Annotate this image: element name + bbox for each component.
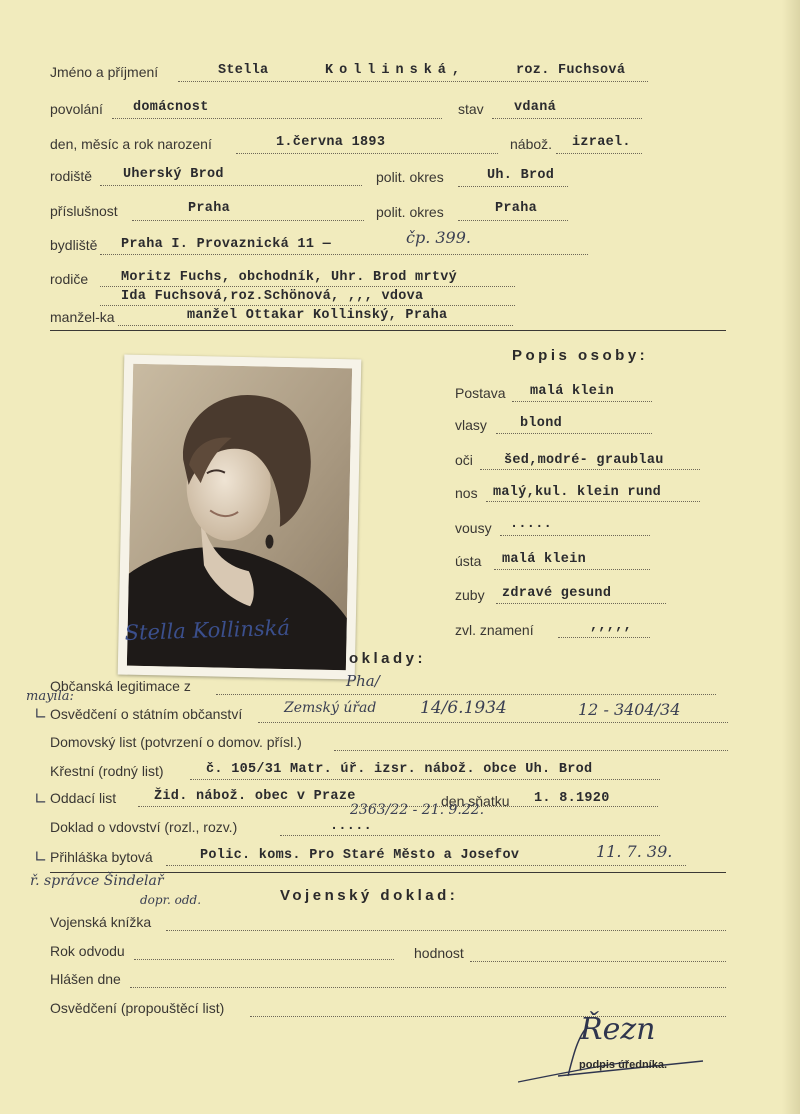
description-heading: Popis osoby: (512, 347, 649, 364)
citizenship-value: Praha (188, 201, 231, 216)
signature-caption: podpis úředníka. (579, 1059, 668, 1071)
marriage-date-label: den sňatku (441, 793, 510, 809)
hair-label: vlasy (455, 417, 487, 433)
photo-signature: Stella Kollinská (124, 615, 291, 645)
district-label: polit. okres (376, 169, 444, 185)
civic-id-label: Občanská legitimace z (50, 678, 191, 694)
hair-value: blond (520, 416, 563, 431)
official-signature: Řezn (580, 1012, 656, 1047)
nose-value: malý,kul. klein rund (493, 485, 662, 500)
rank-label: hodnost (414, 945, 464, 961)
housing-handwritten: 11. 7. 39. (596, 842, 673, 861)
citizenship-label: příslušnost (50, 203, 118, 219)
citizenship-district-value: Praha (495, 201, 538, 216)
hair-line (496, 433, 652, 434)
marriage-date-value: 1. 8.1920 (534, 791, 610, 806)
residence-value: Praha I. Provaznická 11 — (121, 237, 332, 252)
checkmark-housing: ∟ (34, 847, 48, 866)
religion-line (556, 153, 642, 154)
last-name: Kollinská, (325, 63, 467, 78)
beard-line (500, 535, 650, 536)
birth-district-line (458, 186, 568, 187)
eyes-line (480, 469, 700, 470)
margin-note-military-2: dopr. odd. (140, 893, 202, 907)
first-name: Stella (218, 63, 269, 78)
spouse-line (118, 325, 513, 326)
birthplace-line (100, 185, 362, 186)
eyes-label: oči (455, 452, 473, 468)
build-value: malá klein (530, 384, 615, 399)
status-value: vdaná (514, 100, 557, 115)
margin-note-documents: mayila: (26, 689, 74, 704)
residence-handwritten: čp. 399. (406, 228, 471, 247)
state-cert-label: Osvědčení o státním občanství (50, 706, 243, 722)
rank-line (470, 961, 726, 962)
citizenship-district-label: polit. okres (376, 204, 444, 220)
birth-name: roz. Fuchsová (516, 63, 626, 78)
father-line (100, 286, 515, 287)
birth-district-value: Uh. Brod (487, 168, 555, 183)
teeth-label: zuby (455, 587, 485, 603)
paper-edge-shadow (782, 0, 800, 1114)
baptism-label: Křestní (rodný list) (50, 763, 164, 779)
civic-id-handwritten: Pha/ (346, 672, 380, 690)
margin-note-military-1: ř. správce Šindelař (30, 873, 164, 889)
teeth-line (496, 603, 666, 604)
state-cert-line (258, 722, 728, 723)
military-heading: Vojenský doklad: (280, 887, 459, 904)
marriage-value: Žid. nábož. obec v Praze (154, 789, 356, 804)
baptism-line (190, 779, 660, 780)
status-line (492, 118, 642, 119)
marriage-label: Oddací list (50, 790, 117, 806)
official-signature-flourish (518, 1016, 708, 1086)
mouth-value: malá klein (502, 552, 587, 567)
reported-label: Hlášen dne (50, 971, 121, 987)
marks-label: zvl. znamení (455, 622, 534, 638)
teeth-value: zdravé gesund (502, 586, 612, 601)
documents-heading: oklady: (349, 650, 427, 667)
section-divider-top (50, 330, 726, 331)
widow-line (280, 835, 660, 836)
birth-line (236, 153, 498, 154)
draft-year-label: Rok odvodu (50, 943, 125, 959)
eyes-value: šed,modré- graublau (504, 453, 664, 468)
widow-label: Doklad o vdovství (rozl., rozv.) (50, 819, 238, 835)
beard-value: ..... (510, 517, 553, 532)
name-label: Jméno a příjmení (50, 64, 159, 80)
spouse-label: manžel-ka (50, 309, 115, 325)
housing-label: Přihláška bytová (50, 849, 153, 865)
marks-line (558, 637, 650, 638)
baptism-value: č. 105/31 Matr. úř. izsr. nábož. obce Uh. Brod (206, 762, 593, 777)
checkmark-state-cert: ∟ (34, 704, 48, 723)
civic-id-line (216, 694, 716, 695)
birth-label: den, měsíc a rok narození (50, 136, 212, 152)
religion-label: nábož. (510, 136, 553, 152)
draft-year-line (134, 959, 394, 960)
beard-label: vousy (455, 520, 492, 536)
marks-value: ,,,,, (590, 619, 633, 634)
widow-handwritten: 2363/22 - 21. 9.22. (350, 802, 485, 818)
mouth-line (494, 569, 650, 570)
occupation-line (112, 118, 442, 119)
father-value: Moritz Fuchs, obchodník, Uhr. Brod mrtvý (121, 270, 458, 285)
religion-value: izrael. (572, 135, 631, 150)
citizenship-line (132, 220, 364, 221)
occupation-label: povolání (50, 101, 103, 117)
state-cert-office: Zemský úřad (284, 700, 377, 716)
name-line (178, 81, 648, 82)
nose-line (486, 501, 700, 502)
reported-line (130, 987, 726, 988)
discharge-label: Osvědčení (propouštěcí list) (50, 1000, 225, 1016)
residence-label: bydliště (50, 237, 98, 253)
birthplace-label: rodiště (50, 168, 93, 184)
birthplace-value: Uherský Brod (123, 167, 224, 182)
residence-line (100, 254, 588, 255)
occupation-value: domácnost (133, 100, 209, 115)
home-cert-label: Domovský list (potvrzení o domov. přísl.) (50, 734, 302, 750)
checkmark-marriage: ∟ (34, 789, 48, 808)
state-cert-date: 14/6.1934 (420, 698, 507, 718)
military-book-label: Vojenská knížka (50, 914, 152, 930)
military-book-line (166, 930, 726, 931)
mother-value: Ida Fuchsová,roz.Schönová, ,,, vdova (121, 289, 424, 304)
parents-label: rodiče (50, 271, 89, 287)
housing-line (166, 865, 686, 866)
state-cert-number: 12 - 3404/34 (578, 700, 681, 719)
build-label: Postava (455, 385, 506, 401)
mother-line (100, 305, 515, 306)
birth-value: 1.června 1893 (276, 135, 386, 150)
status-label: stav (458, 101, 484, 117)
citizenship-district-line (458, 220, 568, 221)
widow-value: ..... (330, 819, 373, 834)
nose-label: nos (455, 485, 478, 501)
spouse-value: manžel Ottakar Kollinský, Praha (187, 308, 448, 323)
portrait-photo (118, 355, 362, 680)
mouth-label: ústa (455, 553, 482, 569)
build-line (512, 401, 652, 402)
housing-value: Polic. koms. Pro Staré Město a Josefov (200, 848, 520, 863)
home-cert-line (334, 750, 728, 751)
